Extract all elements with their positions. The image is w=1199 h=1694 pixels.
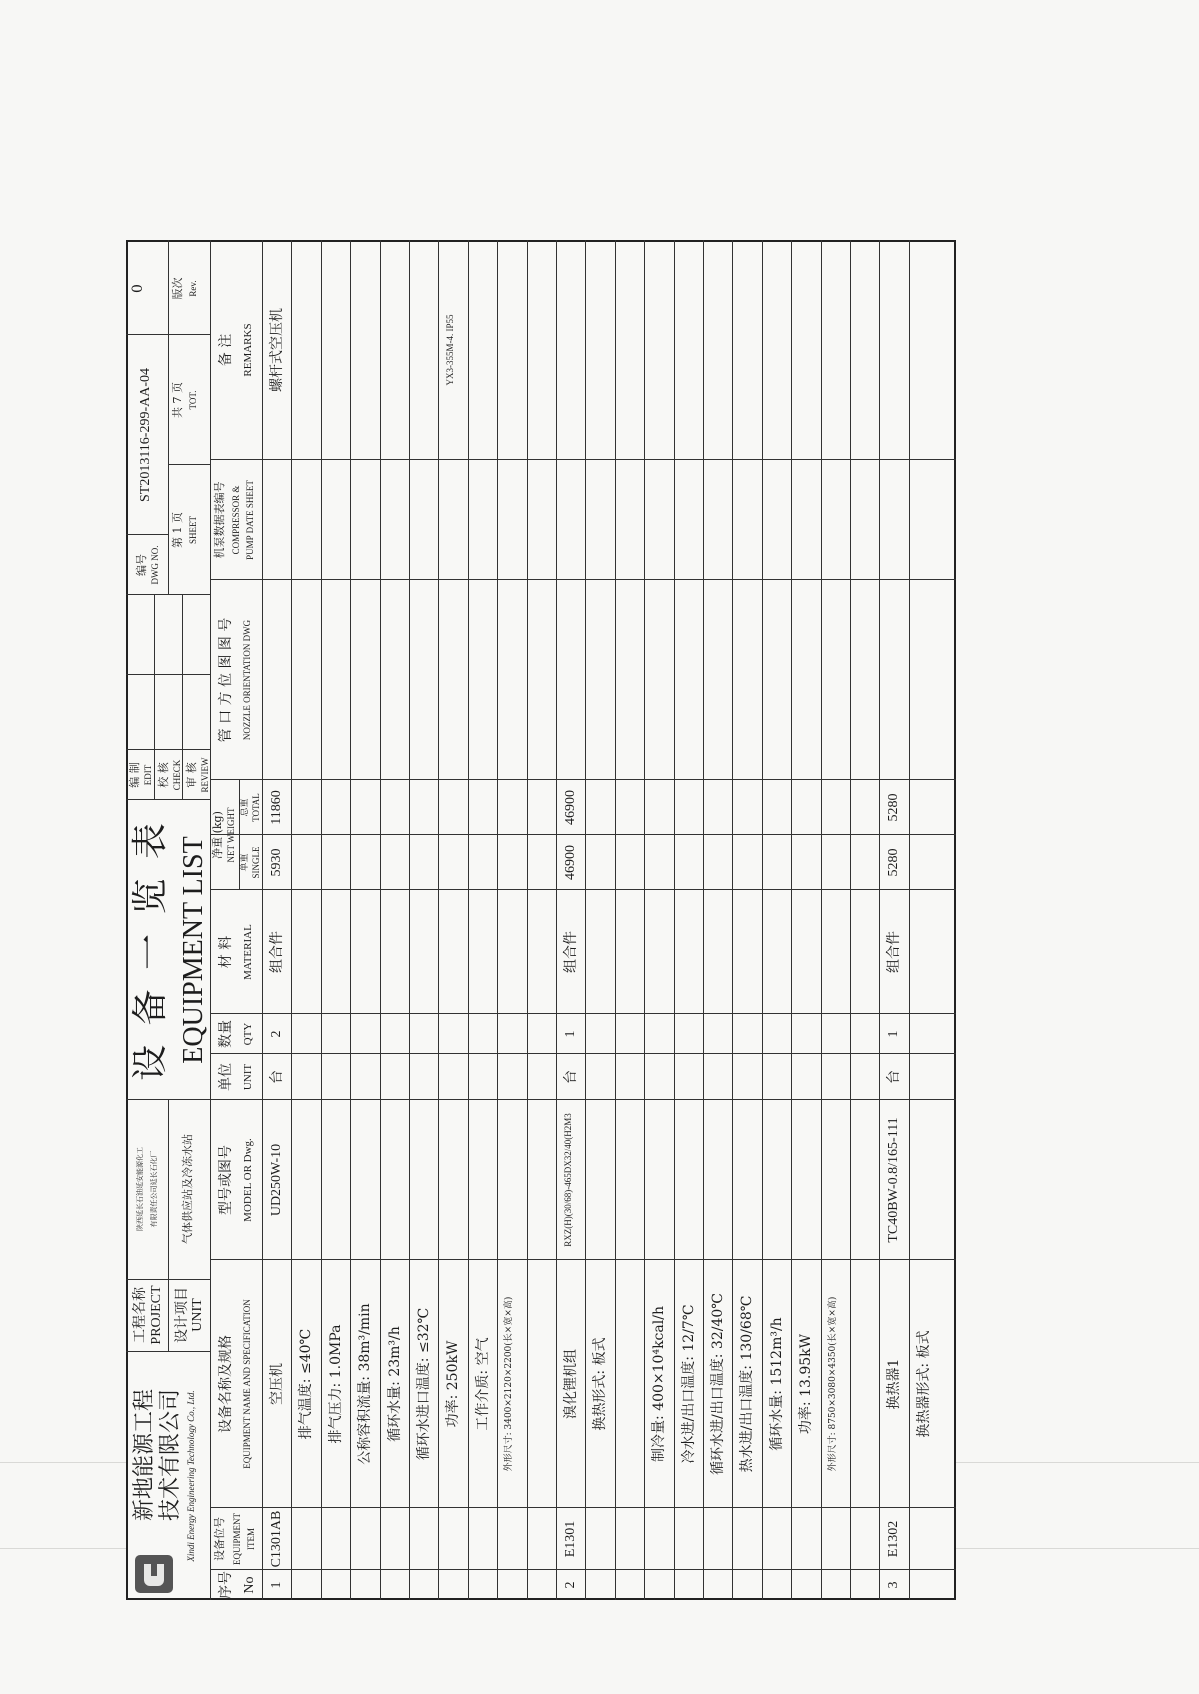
header-weight-en: NET WEIGHT	[226, 807, 236, 863]
project-value-line1: 陕西延长石油延安能源化工	[136, 1147, 144, 1231]
check-label-cn: 校 核	[157, 762, 170, 788]
row-unit: 台	[269, 1070, 285, 1084]
row-qty: 2	[269, 1030, 284, 1038]
row-single-weight: 5930	[269, 848, 284, 877]
header-nozzle-en: NOZZLE ORIENTATION DWG	[242, 619, 252, 741]
company-name-cn-line2: 技术有限公司	[158, 1389, 183, 1522]
row-name: 外形尺寸: 3400×2120×2200(长×宽×高)	[504, 1296, 515, 1472]
grid-line	[527, 240, 528, 1600]
row-material: 组合件	[269, 931, 285, 973]
header-total-cn: 总重	[240, 798, 250, 817]
company-name-cn-line1: 新地能源工程	[132, 1389, 157, 1522]
project-label-cn: 工程名称	[132, 1287, 148, 1343]
row-item: E1301	[563, 1520, 578, 1558]
grid-line	[210, 579, 956, 580]
row-name: 工作介质: 空气	[474, 1337, 491, 1431]
row-name: 换热器1	[886, 1358, 903, 1410]
row-name: 排气压力: 1.0MPa	[327, 1324, 344, 1444]
equipment-list-sheet	[126, 240, 956, 1600]
unit-label-cn: 设计项目	[174, 1287, 190, 1343]
row-no: 1	[269, 1581, 284, 1589]
unit-value: 气体供应站及冷冻水站	[181, 1134, 194, 1244]
review-label-cn: 审 核	[185, 762, 198, 788]
grid-line	[210, 779, 956, 780]
grid-line	[210, 1259, 956, 1260]
grid-line	[585, 240, 586, 1600]
header-no-cn: 序号	[218, 1571, 234, 1599]
sheet-label-cn: 第 1 页	[171, 512, 184, 548]
row-name: 冷水进/出口温度: 12/7℃	[680, 1304, 697, 1464]
grid-line	[210, 889, 956, 890]
header-comp-cn: 机泵数据表编号	[213, 481, 226, 559]
header-qty-cn: 数量	[218, 1020, 234, 1048]
header-total-en: TOTAL	[251, 793, 261, 822]
row-name: 功率: 13.95kW	[798, 1333, 815, 1435]
header-item-en2: ITEM	[246, 1528, 256, 1550]
header-nozzle-cn: 管 口 方 位 图 图 号	[218, 617, 234, 743]
grid-line	[791, 240, 792, 1600]
row-item: C1301AB	[269, 1510, 284, 1568]
edit-label-cn: 编 制	[128, 762, 141, 788]
grid-line	[210, 459, 956, 460]
row-unit: 台	[563, 1070, 579, 1084]
row-name: 排气温度: ≤40℃	[298, 1328, 315, 1440]
tot-label-cn: 共 7 页	[171, 382, 184, 418]
header-remarks-cn: 备 注	[218, 333, 234, 367]
row-name: 热水进/出口温度: 130/68℃	[739, 1295, 756, 1473]
grid-line	[762, 240, 763, 1600]
review-label-en: REVIEW	[200, 757, 210, 793]
row-total-weight: 11860	[269, 790, 284, 825]
header-no-en: No	[242, 1576, 257, 1594]
row-name: 空压机	[269, 1363, 285, 1405]
row-name: 外形尺寸: 8750×3080×4350(长×宽×高)	[827, 1296, 838, 1472]
grid-line	[126, 674, 210, 675]
row-name: 公称容积流量: 38m³/min	[357, 1303, 374, 1465]
grid-line	[210, 1507, 956, 1508]
header-single-en: SINGLE	[251, 846, 261, 879]
grid-line	[644, 240, 645, 1600]
row-material: 组合件	[886, 931, 903, 973]
grid-line	[821, 240, 822, 1600]
row-total-weight: 46900	[563, 790, 578, 825]
grid-line	[879, 240, 880, 1600]
rev-label-en: Rev.	[188, 280, 198, 297]
row-no: 2	[563, 1581, 578, 1589]
row-name: 换热形式: 板式	[592, 1337, 609, 1431]
grid-line	[497, 240, 498, 1600]
grid-line	[168, 240, 169, 595]
grid-line	[350, 240, 351, 1600]
header-weight-cn: 净重 (kg)	[211, 811, 224, 859]
title-en: EQUIPMENT LIST	[178, 836, 209, 1064]
row-single-weight: 46900	[563, 845, 578, 880]
row-name: 循环水量: 23m³/h	[386, 1326, 403, 1442]
unit-label-en: UNIT	[190, 1298, 205, 1332]
company-logo-icon	[134, 1554, 174, 1594]
grid-line	[154, 595, 155, 800]
project-value-line2: 有限责任公司延长石化厂	[150, 1150, 158, 1228]
tot-label-en: TOT.	[188, 390, 198, 410]
project-label-en: PROJECT	[149, 1285, 164, 1345]
grid-line	[210, 1013, 956, 1014]
grid-line	[210, 1053, 956, 1054]
grid-line	[210, 1099, 956, 1100]
row-no: 3	[886, 1581, 902, 1589]
header-comp-en2: PUMP DATE SHEET	[245, 480, 255, 560]
row-remark: YX3-355M-4. IP55	[445, 314, 456, 386]
row-name: 循环水进/出口温度: 32/40℃	[710, 1293, 726, 1475]
grid-line	[210, 834, 956, 835]
grid-line	[321, 240, 322, 1600]
row-unit: 台	[886, 1070, 903, 1084]
header-unit-cn: 单位	[218, 1063, 234, 1091]
grid-line	[409, 240, 410, 1600]
header-single-cn: 单重	[240, 853, 250, 872]
header-item-en1: EQUIPMENT	[232, 1513, 242, 1565]
header-material-en: MATERIAL	[242, 924, 254, 980]
row-name: 溴化锂机组	[563, 1349, 579, 1419]
grid-line	[210, 1569, 956, 1570]
header-name-en: EQUIPMENT NAME AND SPECIFICATION	[242, 1299, 252, 1469]
row-item: E1302	[886, 1520, 902, 1558]
title-cn: 设 备 一 览 表	[130, 819, 171, 1081]
header-qty-en: QTY	[242, 1022, 254, 1046]
grid-line	[909, 240, 910, 1600]
row-name: 功率: 250kW	[445, 1340, 462, 1428]
header-item-cn: 设备位号	[213, 1517, 226, 1561]
rev-value: 0	[130, 284, 146, 293]
row-material: 组合件	[563, 931, 579, 973]
header-model-cn: 型号或图号	[218, 1145, 234, 1215]
row-total-weight: 5280	[886, 793, 902, 822]
row-name: 循环水进口温度: ≤32℃	[416, 1307, 432, 1461]
row-qty: 1	[563, 1030, 578, 1038]
row-model: UD250W-10	[269, 1143, 284, 1217]
grid-line	[850, 240, 851, 1600]
edit-label-en: EDIT	[143, 764, 153, 786]
header-name-cn: 设备名称及规格	[218, 1335, 234, 1433]
row-qty: 1	[886, 1030, 902, 1038]
grid-line	[732, 240, 733, 1600]
row-single-weight: 5280	[886, 848, 902, 877]
row-model: TC40BW-0.8/165-111	[886, 1117, 902, 1243]
header-unit-en: UNIT	[242, 1063, 254, 1091]
grid-line	[674, 240, 675, 1600]
grid-line	[556, 240, 557, 1600]
dwg-number: ST2013116-299-AA-04	[138, 367, 153, 503]
grid-line	[380, 240, 381, 1600]
header-comp-en1: COMPRESSOR &	[231, 485, 241, 555]
dwg-label-cn: 编号	[135, 554, 148, 576]
row-model: RXZ(H)(30/68)-465DX32/40(H2M3	[563, 1113, 573, 1247]
grid-line	[168, 1100, 169, 1352]
dwg-label-en: DWG NO.	[150, 545, 160, 585]
rev-label-cn: 版次	[171, 277, 184, 300]
grid-line	[291, 240, 292, 1600]
row-name: 换热器形式: 板式	[915, 1330, 932, 1438]
header-remarks-en: REMARKS	[242, 323, 254, 377]
row-remark: 螺杆式空压机	[269, 308, 285, 392]
grid-line	[615, 240, 616, 1600]
grid-line	[703, 240, 704, 1600]
header-model-en: MODEL OR Dwg.	[242, 1138, 254, 1222]
row-name: 循环水量: 1512m³/h	[768, 1317, 785, 1451]
header-material-cn: 材 料	[218, 935, 234, 969]
row-name: 制冷量: 400×10⁴kcal/h	[651, 1306, 668, 1462]
grid-line	[468, 240, 469, 1600]
sheet-label-en: SHEET	[188, 516, 198, 544]
grid-line	[262, 240, 263, 1600]
company-name-en: Xindi Energy Engineering Technology Co., Ltd.	[186, 1390, 196, 1562]
check-label-en: CHECK	[172, 759, 182, 791]
grid-line	[438, 240, 439, 1600]
